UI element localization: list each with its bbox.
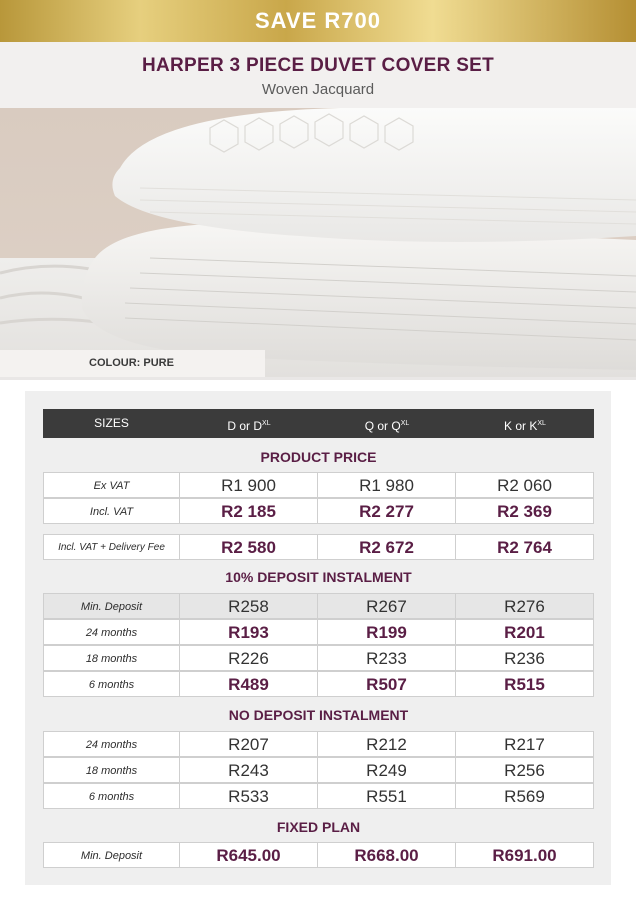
row-label: 18 months	[43, 645, 180, 671]
table-row	[43, 472, 594, 498]
price-cell: R489	[180, 671, 318, 697]
header-queen	[318, 409, 456, 438]
price-cell: R1 980	[318, 472, 456, 498]
header-double-sup: XL	[262, 420, 271, 427]
product-header	[0, 42, 636, 108]
price-cell: R2 060	[456, 472, 594, 498]
header-king-sup: XL	[537, 420, 546, 427]
price-cell: R256	[456, 757, 594, 783]
row-label: 24 months	[43, 619, 180, 645]
row-label: Incl. VAT	[43, 498, 180, 524]
price-cell: R551	[318, 783, 456, 809]
price-table-panel	[25, 391, 611, 885]
section-title-deposit-instalment: 10% DEPOSIT INSTALMENT	[225, 569, 412, 585]
price-cell: R691.00	[456, 842, 594, 868]
table-row	[43, 757, 594, 783]
table-row	[43, 645, 594, 671]
price-cell: R507	[318, 671, 456, 697]
product-title: HARPER 3 PIECE DUVET COVER SET	[141, 55, 495, 76]
product-photo	[0, 108, 636, 378]
product-price-group	[43, 472, 594, 524]
header-king-label: K or K	[504, 419, 538, 433]
price-cell: R207	[180, 731, 318, 757]
price-cell: R236	[456, 645, 594, 671]
price-cell: R2 764	[456, 534, 594, 560]
price-cell: R258	[180, 593, 318, 619]
table-row	[43, 593, 594, 619]
table-row	[43, 731, 594, 757]
price-cell: R2 369	[456, 498, 594, 524]
price-cell: R569	[456, 783, 594, 809]
header-double	[180, 409, 318, 438]
section-title-no-deposit-instalment: NO DEPOSIT INSTALMENT	[228, 707, 409, 723]
row-label: 6 months	[43, 783, 180, 809]
row-label: 6 months	[43, 671, 180, 697]
price-cell: R2 580	[180, 534, 318, 560]
price-cell: R226	[180, 645, 318, 671]
no-deposit-instalment-group	[43, 731, 594, 809]
save-banner: SAVE R700	[0, 0, 636, 42]
row-label: Incl. VAT + Delivery Fee	[43, 534, 180, 560]
header-queen-label: Q or Q	[364, 419, 401, 433]
table-header	[43, 409, 594, 438]
deposit-instalment-group	[43, 593, 594, 697]
table-row	[43, 619, 594, 645]
price-cell: R2 672	[318, 534, 456, 560]
header-queen-sup: XL	[400, 420, 410, 427]
price-cell: R201	[456, 619, 594, 645]
pillows-illustration	[0, 108, 636, 378]
price-cell: R193	[180, 619, 318, 645]
price-cell: R212	[318, 731, 456, 757]
price-cell: R276	[456, 593, 594, 619]
price-cell: R267	[318, 593, 456, 619]
header-king	[456, 409, 594, 438]
price-cell: R199	[318, 619, 456, 645]
price-cell: R645.00	[180, 842, 318, 868]
price-cell: R217	[456, 731, 594, 757]
row-label: Min. Deposit	[43, 593, 180, 619]
price-cell: R533	[180, 783, 318, 809]
row-label: 18 months	[43, 757, 180, 783]
table-row	[43, 498, 594, 524]
fixed-plan-group	[43, 842, 594, 868]
table-row	[43, 671, 594, 697]
price-cell: R249	[318, 757, 456, 783]
product-subtitle: Woven Jacquard	[261, 81, 375, 98]
price-cell: R2 277	[318, 498, 456, 524]
price-cell: R1 900	[180, 472, 318, 498]
price-cell: R2 185	[180, 498, 318, 524]
row-label: 24 months	[43, 731, 180, 757]
header-double-label: D or D	[227, 419, 263, 433]
header-sizes: SIZES	[94, 416, 129, 430]
price-cell: R668.00	[318, 842, 456, 868]
table-row	[43, 842, 594, 868]
section-title-fixed-plan: FIXED PLAN	[276, 819, 361, 835]
colour-label: COLOUR: PURE	[0, 350, 265, 377]
table-row	[43, 534, 594, 560]
divider	[0, 377, 636, 380]
price-cell: R233	[318, 645, 456, 671]
table-row	[43, 783, 594, 809]
section-title-product-price: PRODUCT PRICE	[260, 449, 377, 465]
row-label: Min. Deposit	[43, 842, 180, 868]
delivery-group	[43, 534, 594, 560]
row-label: Ex VAT	[43, 472, 180, 498]
price-cell: R243	[180, 757, 318, 783]
price-cell: R515	[456, 671, 594, 697]
